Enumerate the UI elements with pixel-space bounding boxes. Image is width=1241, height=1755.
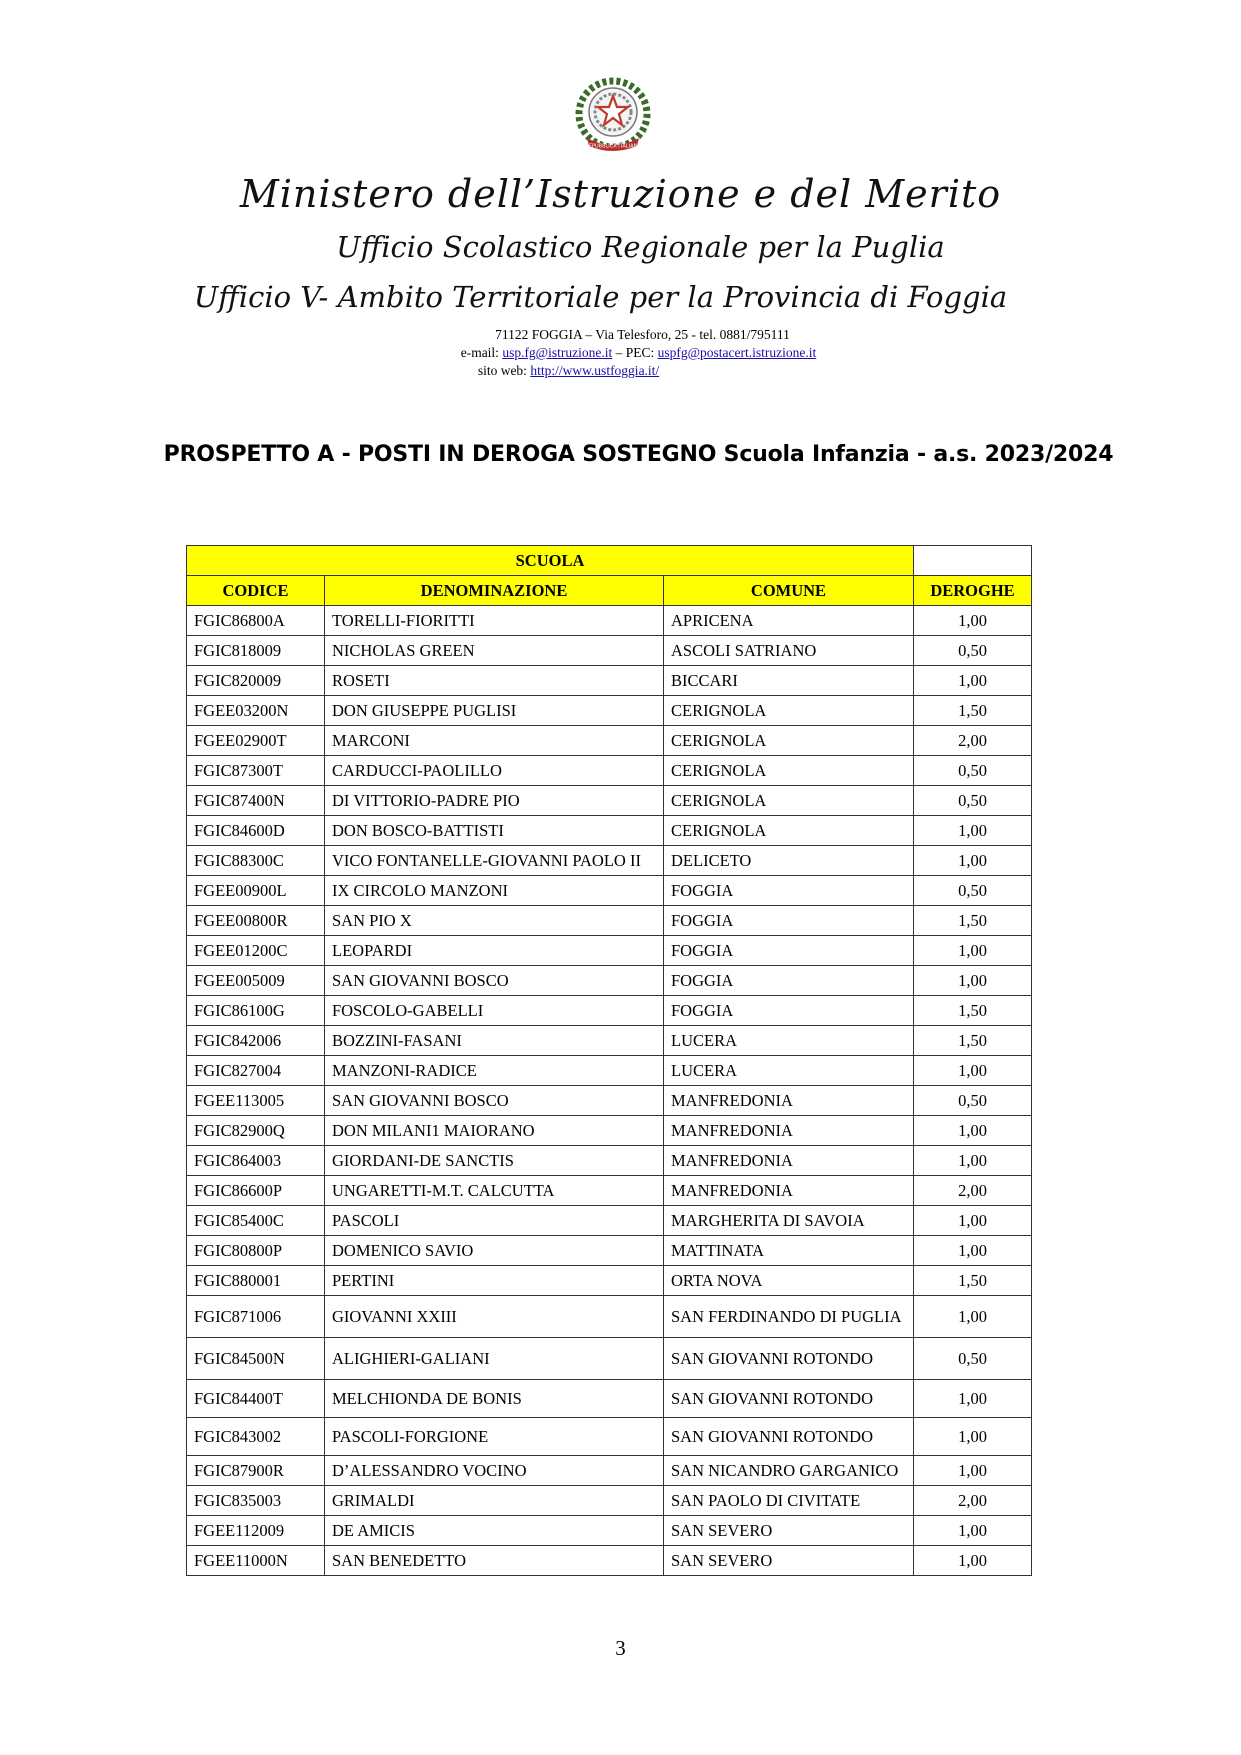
cell-comune: DELICETO [664, 846, 914, 876]
cell-deroghe: 1,00 [914, 936, 1032, 966]
cell-comune: FOGGIA [664, 996, 914, 1026]
cell-codice: FGIC818009 [187, 636, 325, 666]
table-row [187, 636, 1032, 666]
cell-codice: FGIC85400C [187, 1206, 325, 1236]
cell-deroghe: 0,50 [914, 1086, 1032, 1116]
table-row [187, 1206, 1032, 1236]
cell-deroghe: 1,00 [914, 1380, 1032, 1418]
cell-deroghe: 1,00 [914, 1418, 1032, 1456]
cell-denominazione: GIORDANI-DE SANCTIS [325, 1146, 664, 1176]
cell-comune: ORTA NOVA [664, 1266, 914, 1296]
cell-denominazione: SAN BENEDETTO [325, 1546, 664, 1576]
cell-codice: FGIC84400T [187, 1380, 325, 1418]
cell-deroghe: 2,00 [914, 726, 1032, 756]
table-row [187, 1418, 1032, 1456]
cell-codice: FGEE02900T [187, 726, 325, 756]
cell-denominazione: PERTINI [325, 1266, 664, 1296]
provincial-office: Ufficio V- Ambito Territoriale per la Provincia di Foggia [193, 280, 1008, 314]
cell-denominazione: PASCOLI [325, 1206, 664, 1236]
cell-deroghe: 1,00 [914, 966, 1032, 996]
table-row [187, 726, 1032, 756]
cell-deroghe: 1,50 [914, 996, 1032, 1026]
cell-denominazione: LEOPARDI [325, 936, 664, 966]
cell-deroghe: 1,00 [914, 816, 1032, 846]
cell-comune: MATTINATA [664, 1236, 914, 1266]
cell-codice: FGEE03200N [187, 696, 325, 726]
cell-deroghe: 1,00 [914, 1206, 1032, 1236]
cell-codice: FGEE00800R [187, 906, 325, 936]
table-row [187, 1266, 1032, 1296]
cell-denominazione: ALIGHIERI-GALIANI [325, 1338, 664, 1380]
cell-denominazione: VICO FONTANELLE-GIOVANNI PAOLO II [325, 846, 664, 876]
cell-deroghe: 2,00 [914, 1176, 1032, 1206]
table-row [187, 1338, 1032, 1380]
address-line: 71122 FOGGIA – Via Telesforo, 25 - tel. 0881/795111 [495, 327, 790, 342]
cell-comune: CERIGNOLA [664, 756, 914, 786]
cell-comune: SAN NICANDRO GARGANICO [664, 1456, 914, 1486]
cell-codice: FGIC88300C [187, 846, 325, 876]
page-title: PROSPETTO A - POSTI IN DEROGA SOSTEGNO Scuola Infanzia - a.s. 2023/2024 [163, 442, 1114, 467]
cell-comune: MARGHERITA DI SAVOIA [664, 1206, 914, 1236]
email-line [18, 344, 1241, 362]
cell-deroghe: 1,00 [914, 1116, 1032, 1146]
cell-comune: LUCERA [664, 1056, 914, 1086]
cell-codice: FGEE11000N [187, 1546, 325, 1576]
table-row [187, 1116, 1032, 1146]
table-row [187, 666, 1032, 696]
cell-codice: FGIC871006 [187, 1296, 325, 1338]
table-row [187, 906, 1032, 936]
cell-deroghe: 1,00 [914, 1236, 1032, 1266]
group-header-scuola: SCUOLA [187, 546, 914, 576]
cell-comune: SAN SEVERO [664, 1546, 914, 1576]
cell-comune: CERIGNOLA [664, 726, 914, 756]
cell-comune: ASCOLI SATRIANO [664, 636, 914, 666]
cell-deroghe: 1,00 [914, 846, 1032, 876]
website-link[interactable]: http://www.ustfoggia.it/ [530, 363, 660, 378]
cell-denominazione: DOMENICO SAVIO [325, 1236, 664, 1266]
cell-comune: SAN GIOVANNI ROTONDO [664, 1380, 914, 1418]
cell-codice: FGIC864003 [187, 1146, 325, 1176]
pec-label: – PEC: [612, 345, 658, 360]
cell-codice: FGIC842006 [187, 1026, 325, 1056]
cell-deroghe: 1,00 [914, 1456, 1032, 1486]
table-row [187, 756, 1032, 786]
cell-denominazione: BOZZINI-FASANI [325, 1026, 664, 1056]
cell-comune: SAN FERDINANDO DI PUGLIA [664, 1296, 914, 1338]
cell-codice: FGEE112009 [187, 1516, 325, 1546]
table-row [187, 1236, 1032, 1266]
cell-codice: FGEE113005 [187, 1086, 325, 1116]
table-row [187, 966, 1032, 996]
cell-deroghe: 0,50 [914, 786, 1032, 816]
cell-comune: CERIGNOLA [664, 786, 914, 816]
website-line [0, 362, 1189, 380]
cell-deroghe: 1,00 [914, 606, 1032, 636]
cell-codice: FGEE01200C [187, 936, 325, 966]
cell-denominazione: TORELLI-FIORITTI [325, 606, 664, 636]
cell-comune: LUCERA [664, 1026, 914, 1056]
email-label: e-mail: [460, 345, 503, 360]
cell-deroghe: 1,50 [914, 1026, 1032, 1056]
ministry-name: Ministero dell’Istruzione e del Merito [239, 172, 1002, 216]
table-row [187, 876, 1032, 906]
column-header-codice: CODICE [187, 576, 325, 606]
table-row [187, 696, 1032, 726]
cell-codice: FGIC87300T [187, 756, 325, 786]
table-group-header-row [187, 546, 1032, 576]
cell-codice: FGIC86600P [187, 1176, 325, 1206]
cell-codice: FGIC84600D [187, 816, 325, 846]
cell-codice: FGIC835003 [187, 1486, 325, 1516]
cell-codice: FGIC82900Q [187, 1116, 325, 1146]
cell-denominazione: SAN GIOVANNI BOSCO [325, 1086, 664, 1116]
regional-office: Ufficio Scolastico Regionale per la Puglia [336, 230, 945, 264]
cell-codice: FGIC87900R [187, 1456, 325, 1486]
emblem-text: REPUBBLICA ITALIANA [585, 143, 641, 150]
cell-denominazione: DON BOSCO-BATTISTI [325, 816, 664, 846]
cell-denominazione: PASCOLI-FORGIONE [325, 1418, 664, 1456]
cell-comune: BICCARI [664, 666, 914, 696]
cell-denominazione: DI VITTORIO-PADRE PIO [325, 786, 664, 816]
cell-deroghe: 1,00 [914, 666, 1032, 696]
website-label: sito web: [477, 363, 531, 378]
table-row [187, 1296, 1032, 1338]
cell-codice: FGIC80800P [187, 1236, 325, 1266]
cell-comune: FOGGIA [664, 876, 914, 906]
cell-codice: FGIC880001 [187, 1266, 325, 1296]
cell-deroghe: 1,00 [914, 1296, 1032, 1338]
table-row [187, 1486, 1032, 1516]
cell-comune: APRICENA [664, 606, 914, 636]
cell-denominazione: CARDUCCI-PAOLILLO [325, 756, 664, 786]
table-row [187, 936, 1032, 966]
cell-codice: FGIC843002 [187, 1418, 325, 1456]
derogations-table [186, 545, 1032, 1576]
table-row [187, 1380, 1032, 1418]
cell-denominazione: MARCONI [325, 726, 664, 756]
cell-comune: MANFREDONIA [664, 1176, 914, 1206]
cell-deroghe: 1,00 [914, 1056, 1032, 1086]
table-row [187, 1546, 1032, 1576]
cell-comune: MANFREDONIA [664, 1146, 914, 1176]
cell-denominazione: SAN PIO X [325, 906, 664, 936]
cell-comune: MANFREDONIA [664, 1086, 914, 1116]
cell-denominazione: DON GIUSEPPE PUGLISI [325, 696, 664, 726]
cell-deroghe: 1,00 [914, 1146, 1032, 1176]
cell-deroghe: 0,50 [914, 756, 1032, 786]
cell-codice: FGIC86800A [187, 606, 325, 636]
cell-deroghe: 1,50 [914, 696, 1032, 726]
cell-denominazione: GIOVANNI XXIII [325, 1296, 664, 1338]
cell-comune: MANFREDONIA [664, 1116, 914, 1146]
cell-denominazione: FOSCOLO-GABELLI [325, 996, 664, 1026]
cell-codice: FGEE005009 [187, 966, 325, 996]
cell-denominazione: GRIMALDI [325, 1486, 664, 1516]
group-header-blank [914, 546, 1032, 576]
cell-deroghe: 0,50 [914, 636, 1032, 666]
cell-comune: CERIGNOLA [664, 816, 914, 846]
email-link[interactable]: usp.fg@istruzione.it [502, 345, 613, 360]
page-number: 3 [615, 1636, 626, 1660]
cell-comune: CERIGNOLA [664, 696, 914, 726]
cell-deroghe: 1,50 [914, 1266, 1032, 1296]
table-row [187, 816, 1032, 846]
cell-denominazione: ROSETI [325, 666, 664, 696]
table-row [187, 1026, 1032, 1056]
pec-link[interactable]: uspfg@postacert.istruzione.it [657, 345, 817, 360]
table-row [187, 1146, 1032, 1176]
cell-codice: FGIC827004 [187, 1056, 325, 1086]
cell-denominazione: MELCHIONDA DE BONIS [325, 1380, 664, 1418]
cell-codice: FGIC86100G [187, 996, 325, 1026]
cell-codice: FGIC820009 [187, 666, 325, 696]
italian-republic-emblem-icon [573, 76, 653, 156]
cell-deroghe: 0,50 [914, 876, 1032, 906]
column-header-deroghe: DEROGHE [914, 576, 1032, 606]
cell-codice: FGEE00900L [187, 876, 325, 906]
cell-comune: SAN PAOLO DI CIVITATE [664, 1486, 914, 1516]
cell-deroghe: 1,00 [914, 1516, 1032, 1546]
cell-deroghe: 2,00 [914, 1486, 1032, 1516]
cell-deroghe: 0,50 [914, 1338, 1032, 1380]
table-row [187, 786, 1032, 816]
cell-comune: SAN GIOVANNI ROTONDO [664, 1338, 914, 1380]
cell-codice: FGIC84500N [187, 1338, 325, 1380]
table-header-row [187, 576, 1032, 606]
cell-deroghe: 1,50 [914, 906, 1032, 936]
table-row [187, 1176, 1032, 1206]
cell-denominazione: UNGARETTI-M.T. CALCUTTA [325, 1176, 664, 1206]
cell-comune: FOGGIA [664, 966, 914, 996]
table-row [187, 1056, 1032, 1086]
cell-denominazione: MANZONI-RADICE [325, 1056, 664, 1086]
cell-denominazione: SAN GIOVANNI BOSCO [325, 966, 664, 996]
table-row [187, 846, 1032, 876]
table-row [187, 1086, 1032, 1116]
cell-comune: FOGGIA [664, 906, 914, 936]
table-row [187, 996, 1032, 1026]
cell-codice: FGIC87400N [187, 786, 325, 816]
cell-comune: FOGGIA [664, 936, 914, 966]
table-row [187, 1456, 1032, 1486]
cell-deroghe: 1,00 [914, 1546, 1032, 1576]
table-row [187, 606, 1032, 636]
table-row [187, 1516, 1032, 1546]
column-header-denominazione: DENOMINAZIONE [325, 576, 664, 606]
cell-denominazione: DON MILANI1 MAIORANO [325, 1116, 664, 1146]
cell-comune: SAN GIOVANNI ROTONDO [664, 1418, 914, 1456]
cell-denominazione: IX CIRCOLO MANZONI [325, 876, 664, 906]
column-header-comune: COMUNE [664, 576, 914, 606]
cell-denominazione: D’ALESSANDRO VOCINO [325, 1456, 664, 1486]
cell-comune: SAN SEVERO [664, 1516, 914, 1546]
cell-denominazione: DE AMICIS [325, 1516, 664, 1546]
cell-denominazione: NICHOLAS GREEN [325, 636, 664, 666]
